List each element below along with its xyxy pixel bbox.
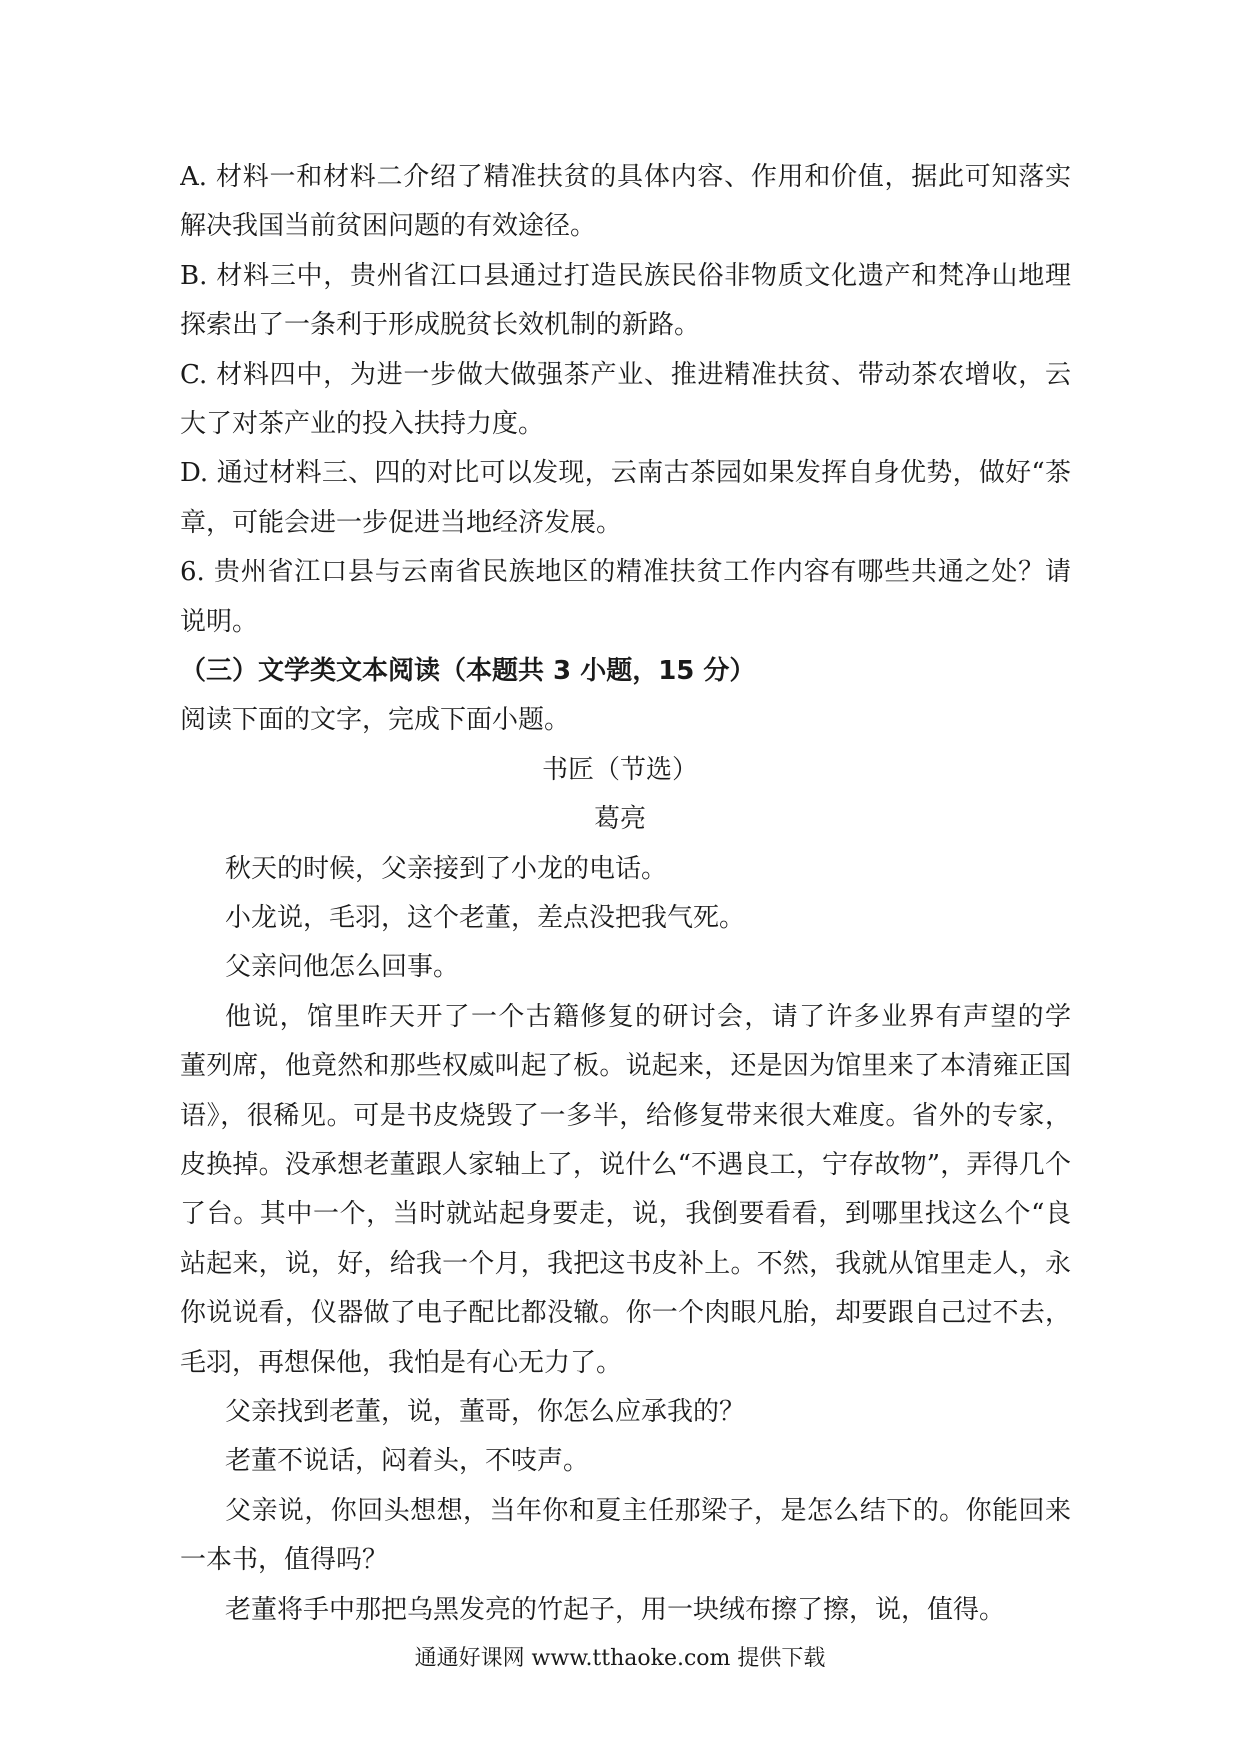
story-paragraph-line: 他说，馆里昨天开了一个古籍修复的研讨会，请了许多业界有声望的学 bbox=[225, 1001, 1071, 1032]
story-paragraph-line: 皮换掉。没承想老董跟人家轴上了，说什么“不遇良工，宁存故物”，弄得几个 bbox=[180, 1150, 1071, 1180]
option-c-line: 大了对茶产业的投入扶持力度。 bbox=[180, 409, 545, 439]
option-d-line: 章，可能会进一步促进当地经济发展。 bbox=[180, 507, 623, 538]
question-6-line: 说明。 bbox=[180, 606, 259, 637]
section-heading: （三）文学类文本阅读（本题共 3 小题，15 分） bbox=[180, 656, 756, 686]
option-c-line: C. 材料四中，为进一步做大做强茶产业、推进精准扶贫、带动茶农增收，云 bbox=[180, 359, 1071, 390]
instruction-text: 阅读下面的文字，完成下面小题。 bbox=[180, 705, 571, 736]
story-title: 书匠（节选） bbox=[541, 754, 698, 785]
story-paragraph-line: 了台。其中一个，当时就站起身要走，说，我倒要看看，到哪里找这么个“良 bbox=[180, 1199, 1071, 1230]
option-b-line: B. 材料三中，贵州省江口县通过打造民族民俗非物质文化遗产和梵净山地理 bbox=[180, 260, 1071, 291]
story-paragraph-line: 父亲找到老董，说，董哥，你怎么应承我的？ bbox=[225, 1397, 746, 1427]
option-a-line: 解决我国当前贫困问题的有效途径。 bbox=[180, 211, 597, 242]
story-paragraph-line: 老董将手中那把乌黑发亮的竹起子，用一块绒布擦了擦，说，值得。 bbox=[225, 1594, 1006, 1625]
story-author: 葛亮 bbox=[593, 804, 646, 835]
story-paragraph-line: 父亲问他怎么回事。 bbox=[225, 952, 460, 983]
story-paragraph-line: 秋天的时候，父亲接到了小龙的电话。 bbox=[225, 853, 668, 884]
question-6-line: 6. 贵州省江口县与云南省民族地区的精准扶贫工作内容有哪些共通之处？请 bbox=[180, 557, 1071, 588]
story-paragraph-line: 父亲说，你回头想想，当年你和夏主任那梁子，是怎么结下的。你能回来 bbox=[225, 1495, 1071, 1526]
footer-text: 通通好课网 www.tthaoke.com 提供下载 bbox=[414, 1646, 826, 1671]
story-paragraph-line: 一本书，值得吗？ bbox=[180, 1545, 389, 1576]
story-paragraph-line: 你说说看，仪器做了电子配比都没辙。你一个肉眼凡胎，却要跟自己过不去， bbox=[180, 1298, 1071, 1329]
option-b-line: 探索出了一条利于形成脱贫长效机制的新路。 bbox=[180, 310, 701, 341]
story-paragraph-line: 站起来，说，好，给我一个月，我把这书皮补上。不然，我就从馆里走人，永 bbox=[180, 1248, 1071, 1279]
option-a-line: A. 材料一和材料二介绍了精准扶贫的具体内容、作用和价值，据此可知落实 bbox=[180, 162, 1071, 192]
option-d-line: D. 通过材料三、四的对比可以发现，云南古茶园如果发挥自身优势，做好“茶 bbox=[180, 458, 1071, 489]
story-paragraph-line: 毛羽，再想保他，我怕是有心无力了。 bbox=[180, 1347, 623, 1378]
story-paragraph-line: 董列席，他竟然和那些权威叫起了板。说起来，还是因为馆里来了本清雍正国 bbox=[180, 1051, 1071, 1082]
story-paragraph-line: 语》，很稀见。可是书皮烧毁了一多半，给修复带来很大难度。省外的专家， bbox=[180, 1100, 1071, 1131]
story-paragraph-line: 老董不说话，闷着头，不吱声。 bbox=[225, 1446, 590, 1477]
story-paragraph-line: 小龙说，毛羽，这个老董，差点没把我气死。 bbox=[225, 903, 746, 933]
